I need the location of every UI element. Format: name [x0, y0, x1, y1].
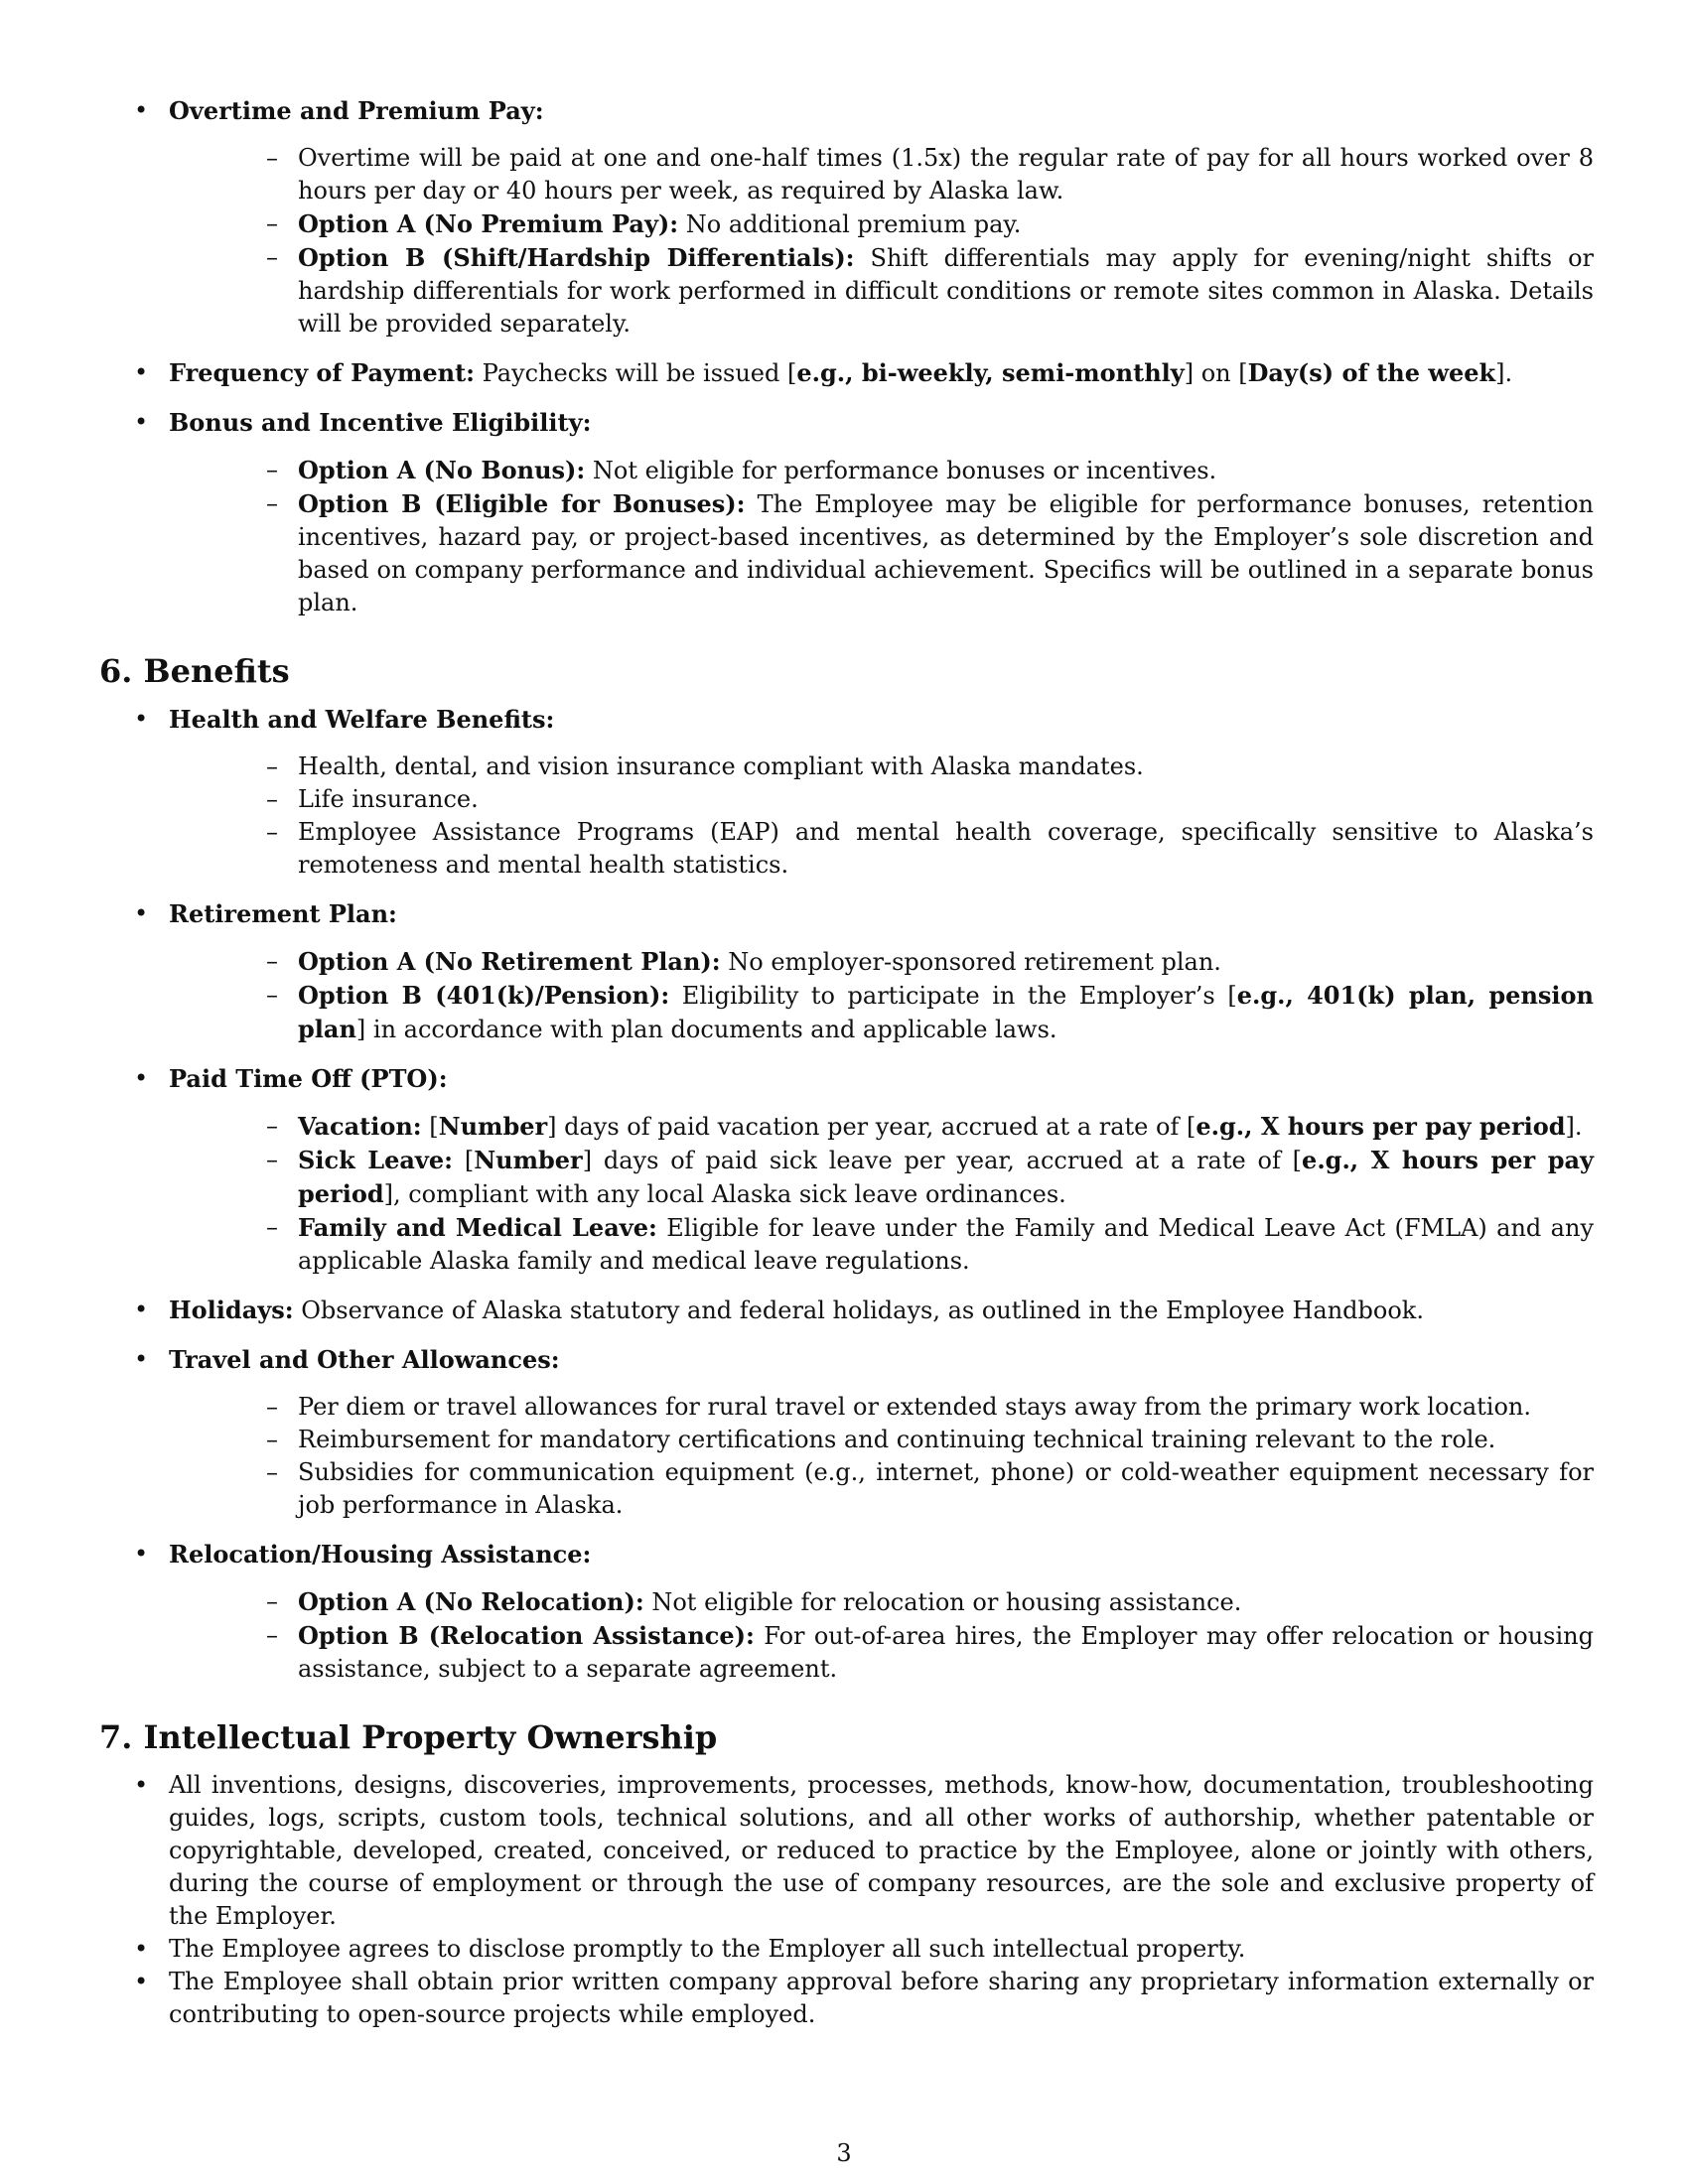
option-text: Not eligible for performance bonuses or incentives.: [585, 457, 1217, 484]
dash-icon: –: [266, 1146, 278, 1173]
option-text: ], compliant with any local Alaska sick leave ordinances.: [383, 1180, 1066, 1208]
list-item: [169, 751, 1594, 783]
option-label: Option B (Relocation Assistance):: [298, 1621, 755, 1650]
option-text: Shift differentials may apply for evening/night shifts or hardship differentials for work performed in difficult conditions or remote sites common in Alaska. Details will be provided separately.: [298, 244, 1595, 338]
retirement-title: Retirement Plan:: [169, 899, 397, 928]
health-title: Health and Welfare Benefits:: [169, 705, 555, 734]
overtime-sublist: [169, 142, 1594, 341]
relocation-option-b: [169, 1619, 1594, 1686]
bonus-option-b: [169, 487, 1594, 619]
bullet-icon: •: [134, 1540, 149, 1568]
dash-icon: –: [266, 981, 278, 1009]
travel-title: Travel and Other Allowances:: [169, 1345, 560, 1374]
dash-icon: –: [266, 1458, 278, 1486]
dash-icon: –: [266, 144, 278, 172]
bullet-icon: •: [134, 96, 149, 124]
option-label: Family and Medical Leave:: [298, 1213, 657, 1242]
section-6-heading: 6. Benefits: [99, 652, 290, 690]
relocation-option-a: [169, 1585, 1594, 1619]
relocation-sublist: [169, 1585, 1594, 1686]
dash-icon: –: [266, 818, 278, 846]
health-item: [99, 703, 1594, 882]
pto-title: Paid Time Off (PTO):: [169, 1064, 448, 1093]
option-text: The Employee may be eligible for performance bonuses, retention incentives, hazard pay, or project-based incentives, as determined by the Employer’s sole discretion and based on company performance and individual achievement. Specifics will be outlined in a separate bonus plan.: [298, 490, 1594, 616]
frequency-text: ] on [: [1184, 359, 1248, 387]
dash-icon: –: [266, 947, 278, 975]
holidays-text: Observance of Alaska statutory and federal holidays, as outlined in the Employee Handbook.: [293, 1297, 1424, 1324]
list-item: [169, 816, 1594, 882]
relocation-title: Relocation/Housing Assistance:: [169, 1540, 592, 1569]
document-page: [99, 94, 1594, 2031]
list-item: [169, 1456, 1594, 1522]
ip-item: [99, 1933, 1594, 1966]
holidays-label: Holidays:: [169, 1296, 294, 1324]
option-text: [: [421, 1113, 439, 1141]
pto-sick-leave: [169, 1144, 1594, 1211]
bullet-icon: •: [134, 705, 149, 733]
list-item-text: Employee Assistance Programs (EAP) and mental health coverage, specifically sensitive to Alaska’s remoteness and mental health statistics.: [298, 818, 1594, 879]
pto-family-leave: [169, 1211, 1594, 1278]
bonus-sublist: [169, 454, 1594, 619]
dash-icon: –: [266, 1112, 278, 1140]
frequency-item: [99, 356, 1594, 390]
option-label: Option A (No Retirement Plan):: [298, 947, 721, 976]
list-item-text: Life insurance.: [298, 785, 479, 813]
bullet-icon: •: [134, 1935, 149, 1963]
ip-item-text: All inventions, designs, discoveries, improvements, processes, methods, know-how, documentation, troubleshooting guides, logs, scripts, custom tools, technical solutions, and all other works of authorship, whether patentable or copyrightable, developed, created, conceived, or reduced to practice by the Employee, alone or jointly with others, during the course of employment or through the use of company resources, are the sole and exclusive property of the Employer.: [169, 1771, 1594, 1930]
bullet-icon: •: [134, 1345, 149, 1373]
dash-icon: –: [266, 243, 278, 271]
retirement-option-a: [169, 945, 1594, 979]
ip-item-text: The Employee shall obtain prior written company approval before sharing any proprietary information externally or contributing to open-source projects while employed.: [169, 1968, 1594, 2028]
section-7-heading: 7. Intellectual Property Ownership: [99, 1718, 718, 1756]
pto-sublist: [169, 1110, 1594, 1278]
option-text: ].: [1565, 1113, 1583, 1141]
option-label: Option B (Eligible for Bonuses):: [298, 489, 746, 518]
health-sublist: [169, 751, 1594, 882]
dash-icon: –: [266, 1587, 278, 1615]
option-text: ] in accordance with plan documents and applicable laws.: [355, 1016, 1057, 1043]
dash-icon: –: [266, 1426, 278, 1453]
option-text: ] days of paid vacation per year, accrued at a rate of [: [547, 1113, 1196, 1141]
frequency-text: ].: [1495, 359, 1513, 387]
ip-item: [99, 1966, 1594, 2031]
list-item-text: Per diem or travel allowances for rural travel or extended stays away from the primary work location.: [298, 1393, 1531, 1421]
bullet-icon: •: [134, 1968, 149, 1995]
frequency-text: Paychecks will be issued [: [475, 359, 797, 387]
dash-icon: –: [266, 209, 278, 237]
list-item-text: Subsidies for communication equipment (e.g., internet, phone) or cold-weather equipment necessary for job performance in Alaska.: [298, 1458, 1594, 1519]
option-label: Sick Leave:: [298, 1146, 454, 1174]
overtime-item: [99, 94, 1594, 341]
overtime-rate-item: [169, 142, 1594, 207]
option-label: Option A (No Relocation):: [298, 1587, 644, 1616]
option-placeholder: e.g., X hours per pay period: [298, 1146, 1594, 1208]
list-item: [169, 1391, 1594, 1424]
pto-vacation: [169, 1110, 1594, 1144]
dash-icon: –: [266, 1621, 278, 1649]
holidays-item: [99, 1294, 1594, 1327]
option-text: [: [453, 1147, 475, 1174]
pto-item: [99, 1062, 1594, 1278]
option-text: Eligible for leave under the Family and Medical Leave Act (FMLA) and any applicable Alaska family and medical leave regulations.: [298, 1214, 1594, 1275]
bullet-icon: •: [134, 1771, 149, 1799]
overtime-rate-text: Overtime will be paid at one and one-half times (1.5x) the regular rate of pay for all hours worked over 8 hours per day or 40 hours per week, as required by Alaska law.: [298, 144, 1594, 205]
ip-item: [99, 1769, 1594, 1933]
relocation-item: [99, 1538, 1594, 1686]
bonus-item: [99, 406, 1594, 619]
list-item-text: Reimbursement for mandatory certifications and continuing technical training relevant to the role.: [298, 1426, 1496, 1453]
option-placeholder: e.g., X hours per pay period: [1196, 1112, 1566, 1141]
dash-icon: –: [266, 752, 278, 780]
overtime-option-a: [169, 207, 1594, 241]
option-placeholder: Number: [474, 1146, 583, 1174]
option-text: No employer-sponsored retirement plan.: [720, 948, 1221, 976]
option-placeholder: e.g., 401(k) plan, pension plan: [298, 981, 1594, 1043]
list-item: [169, 1424, 1594, 1456]
bonus-title: Bonus and Incentive Eligibility:: [169, 408, 592, 437]
dash-icon: –: [266, 489, 278, 517]
dash-icon: –: [266, 1213, 278, 1241]
bullet-icon: •: [134, 408, 149, 436]
option-label: Option B (401(k)/Pension):: [298, 981, 670, 1010]
travel-sublist: [169, 1391, 1594, 1522]
option-label: Option A (No Bonus):: [298, 456, 586, 484]
list-item: [169, 783, 1594, 816]
option-text: ] days of paid sick leave per year, accrued at a rate of [: [582, 1147, 1303, 1174]
option-text: Eligibility to participate in the Employer’s [: [669, 982, 1237, 1010]
option-text: No additional premium pay.: [678, 210, 1022, 238]
bonus-option-a: [169, 454, 1594, 487]
frequency-label: Frequency of Payment:: [169, 358, 476, 387]
retirement-sublist: [169, 945, 1594, 1046]
retirement-option-b: [169, 979, 1594, 1046]
page-number: 3: [836, 2139, 852, 2167]
bullet-icon: •: [134, 1296, 149, 1323]
frequency-placeholder: Day(s) of the week: [1247, 358, 1496, 387]
bullet-icon: •: [134, 358, 149, 386]
bullet-icon: •: [134, 1064, 149, 1092]
frequency-placeholder: e.g., bi-weekly, semi-monthly: [796, 358, 1185, 387]
dash-icon: –: [266, 1393, 278, 1421]
retirement-item: [99, 897, 1594, 1046]
list-item-text: Health, dental, and vision insurance compliant with Alaska mandates.: [298, 752, 1144, 780]
dash-icon: –: [266, 785, 278, 813]
option-text: Not eligible for relocation or housing assistance.: [643, 1588, 1242, 1616]
ip-item-text: The Employee agrees to disclose promptly to the Employer all such intellectual property.: [169, 1935, 1246, 1963]
overtime-option-b: [169, 241, 1594, 341]
option-label: Vacation:: [298, 1112, 422, 1141]
travel-item: [99, 1343, 1594, 1522]
option-placeholder: Number: [438, 1112, 548, 1141]
dash-icon: –: [266, 456, 278, 483]
option-label: Option B (Shift/Hardship Differentials):: [298, 243, 855, 272]
bullet-icon: •: [134, 899, 149, 927]
option-text: For out-of-area hires, the Employer may offer relocation or housing assistance, subject to a separate agreement.: [298, 1622, 1594, 1683]
option-label: Option A (No Premium Pay):: [298, 209, 679, 238]
overtime-title: Overtime and Premium Pay:: [169, 96, 544, 125]
